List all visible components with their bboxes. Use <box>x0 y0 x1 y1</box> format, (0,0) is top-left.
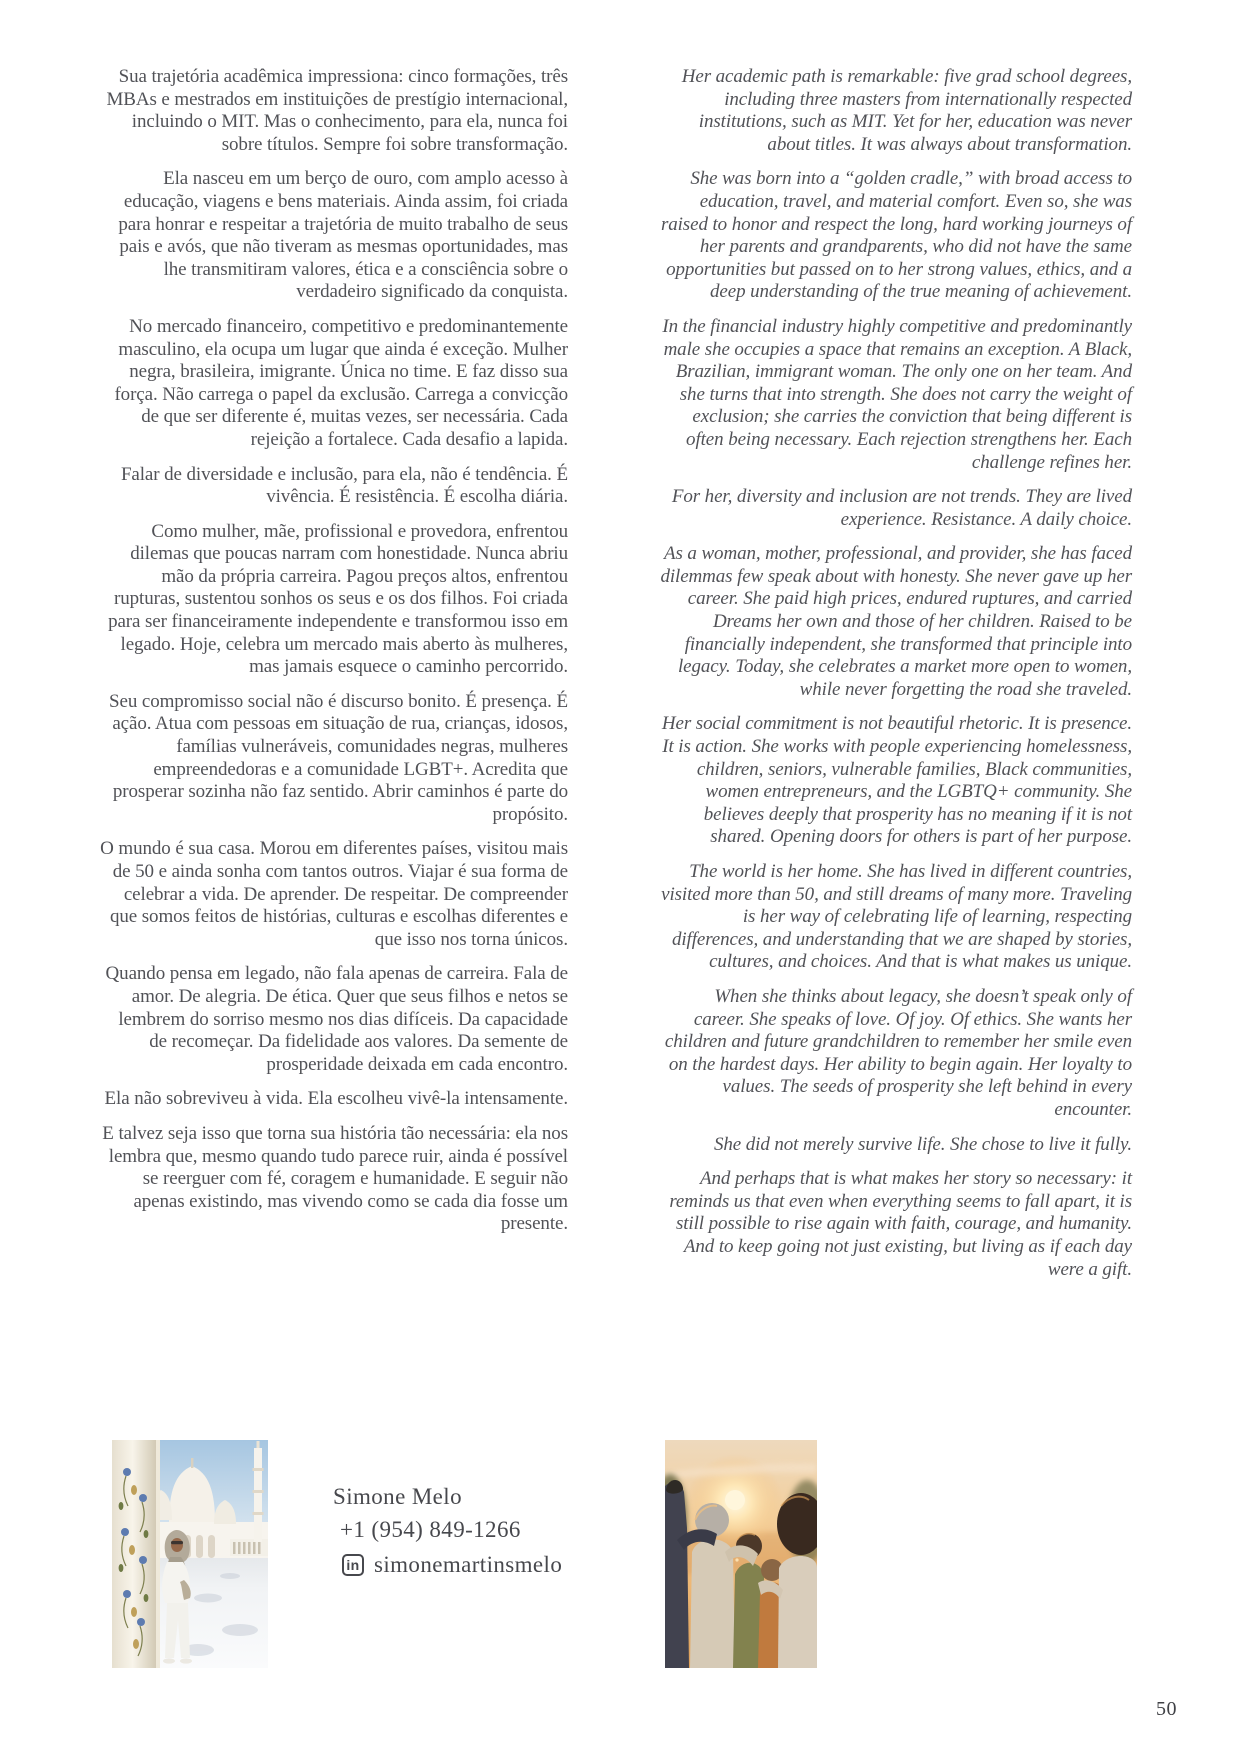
paragraph: When she thinks about legacy, she doesn’t speak only of career. She speaks of love. Of joy. Of ethics. She wants her children and future grandchildren to remember her smile even on the hardest days. Her ability to begin again. Her loyalty to values. The seeds of prosperity she left behind in every encounter. <box>664 985 1132 1120</box>
paragraph: For her, diversity and inclusion are not trends. They are lived experience. Resistance. A daily choice. <box>671 486 1132 530</box>
paragraph: Ela nasceu em um berço de ouro, com amplo acesso à educação, viagens e bens materiais. Ainda assim, foi criada para honrar e respeitar a trajetória de muito trabalho de seus pais e avós, que não tiveram as mesmas oportunidades, mas lhe transmitiram valores, ética e a consciência sobre o verdadeiro significado da conquista. <box>118 168 568 303</box>
linkedin-handle: simonemartinsmelo <box>374 1552 563 1577</box>
paragraph: She was born into a “golden cradle,” with broad access to education, travel, and material comfort. Even so, she was raised to honor and respect the long, hard working journeys of her parents and grandparents, who did not have the same opportunities but passed on to her strong values, ethics, and a deep understanding of the true meaning of achievement. <box>660 168 1132 303</box>
paragraph: Como mulher, mãe, profissional e provedora, enfrentou dilemas que poucas narram com honestidade. Nunca abriu mão da própria carreira. Pagou preços altos, enfrentou rupturas, sustentou sonhos os seus e os dos filhos. Foi criada para ser financeiramente independente e transformou isso em legado. Hoje, celebra um mercado mais aberto às mulheres, mas jamais esquece o caminho percorrido. <box>108 520 568 678</box>
paragraph: No mercado financeiro, competitivo e predominantemente masculino, ela ocupa um lugar que ainda é exceção. Mulher negra, brasileira, imigrante. Única no time. E faz disso sua força. Não carrega o papel da exclusão. Carrega a convicção de que ser diferente é, muitas vezes, ser necessária. Cada rejeição a fortalece. Cada desafio a lapida. <box>114 315 568 450</box>
paragraph: Her social commitment is not beautiful rhetoric. It is presence. It is action. She works with people experiencing homelessness, children, seniors, vulnerable families, Black communities, women entrepreneurs, and the LGBTQ+ community. She believes deeply that prosperity has no meaning if it is not shared. Opening doors for others is part of her purpose. <box>661 713 1132 848</box>
family-sunset-photo-art <box>665 1440 817 1668</box>
portuguese-column <box>96 66 568 1236</box>
paragraph: She did not merely survive life. She chose to live it fully. <box>713 1133 1132 1155</box>
paragraph: As a woman, mother, professional, and provider, she has faced dilemmas few speak about with honesty. She never gave up her career. She paid high prices, endured ruptures, and carried Dreams her own and those of her children. Raised to be financially independent, she transformed that principle into legacy. Today, she celebrates a market more open to women, while never forgetting the road she traveled. <box>660 543 1132 700</box>
paragraph: E talvez seja isso que torna sua história tão necessária: ela nos lembra que, mesmo quando tudo parece ruir, ainda é possível se reerguer com fé, coragem e humanidade. E seguir não apenas existindo, mas vivendo como se cada dia fosse um presente. <box>102 1122 568 1235</box>
page-number: 50 <box>1156 1698 1177 1720</box>
paragraph: Her academic path is remarkable: five grad school degrees, including three masters from internationally respected institutions, such as MIT. Yet for her, education was never about titles. It was always about transformation. <box>681 66 1132 155</box>
mosque-photo <box>112 1440 268 1668</box>
paragraph: The world is her home. She has lived in different countries, visited more than 50, and still dreams of many more. Traveling is her way of celebrating life of learning, respecting differences, and understanding that we are shaped by stories, cultures, and choices. And that is what makes us unique. <box>661 861 1132 973</box>
contact-block <box>333 1484 562 1578</box>
contact-linkedin-link[interactable] <box>333 1552 562 1578</box>
paragraph: Sua trajetória acadêmica impressiona: cinco formações, três MBAs e mestrados em instituições de prestígio internacional, incluindo o MIT. Mas o conhecimento, para ela, nunca foi sobre títulos. Sempre foi sobre transformação. <box>106 66 568 155</box>
mosque-photo-art <box>112 1440 268 1668</box>
paragraph: Seu compromisso social não é discurso bonito. É presença. É ação. Atua com pessoas em situação de rua, crianças, idosos, famílias vulneráveis, comunidades negras, mulheres empreendedoras e a comunidade LGBT+. Acredita que prosperar sozinha não faz sentido. Abrir caminhos é parte do propósito. <box>109 690 568 825</box>
paragraph: Quando pensa em legado, não fala apenas de carreira. Fala de amor. De alegria. De ética. Quer que seus filhos e netos se lembrem do sorriso mesmo nos dias difíceis. Da capacidade de recomeçar. Da fidelidade aos valores. Da semente de prosperidade deixada em cada encontro. <box>105 963 568 1075</box>
family-sunset-photo <box>665 1440 817 1668</box>
paragraph: O mundo é sua casa. Morou em diferentes países, visitou mais de 50 e ainda sonha com tantos outros. Viajar é sua forma de celebrar a vida. De aprender. De respeitar. De compreender que somos feitos de histórias, culturas e escolhas diferentes e que isso nos torna únicos. <box>100 838 568 950</box>
paragraph: In the financial industry highly competitive and predominantly male she occupies a space that remains an exception. A Black, Brazilian, immigrant woman. The only one on her team. And she turns that into strength. She does not carry the weight of exclusion; she carries the conviction that being different is often being necessary. Each rejection strengthens her. Each challenge refines her. <box>662 315 1132 473</box>
linkedin-icon: in <box>342 1554 364 1576</box>
contact-name: Simone Melo <box>333 1484 462 1509</box>
paragraph: Falar de diversidade e inclusão, para ela, não é tendência. É vivência. É resistência. É escolha diária. <box>120 463 568 508</box>
english-column <box>660 66 1132 1281</box>
paragraph: And perhaps that is what makes her story so necessary: it reminds us that even when everything seems to fall apart, it is still possible to rise again with faith, courage, and humanity. And to keep going not just existing, but living as if each day were a gift. <box>669 1168 1132 1280</box>
contact-phone: +1 (954) 849-1266 <box>340 1517 521 1542</box>
paragraph: Ela não sobreviveu à vida. Ela escolheu vivê-la intensamente. <box>104 1088 568 1110</box>
